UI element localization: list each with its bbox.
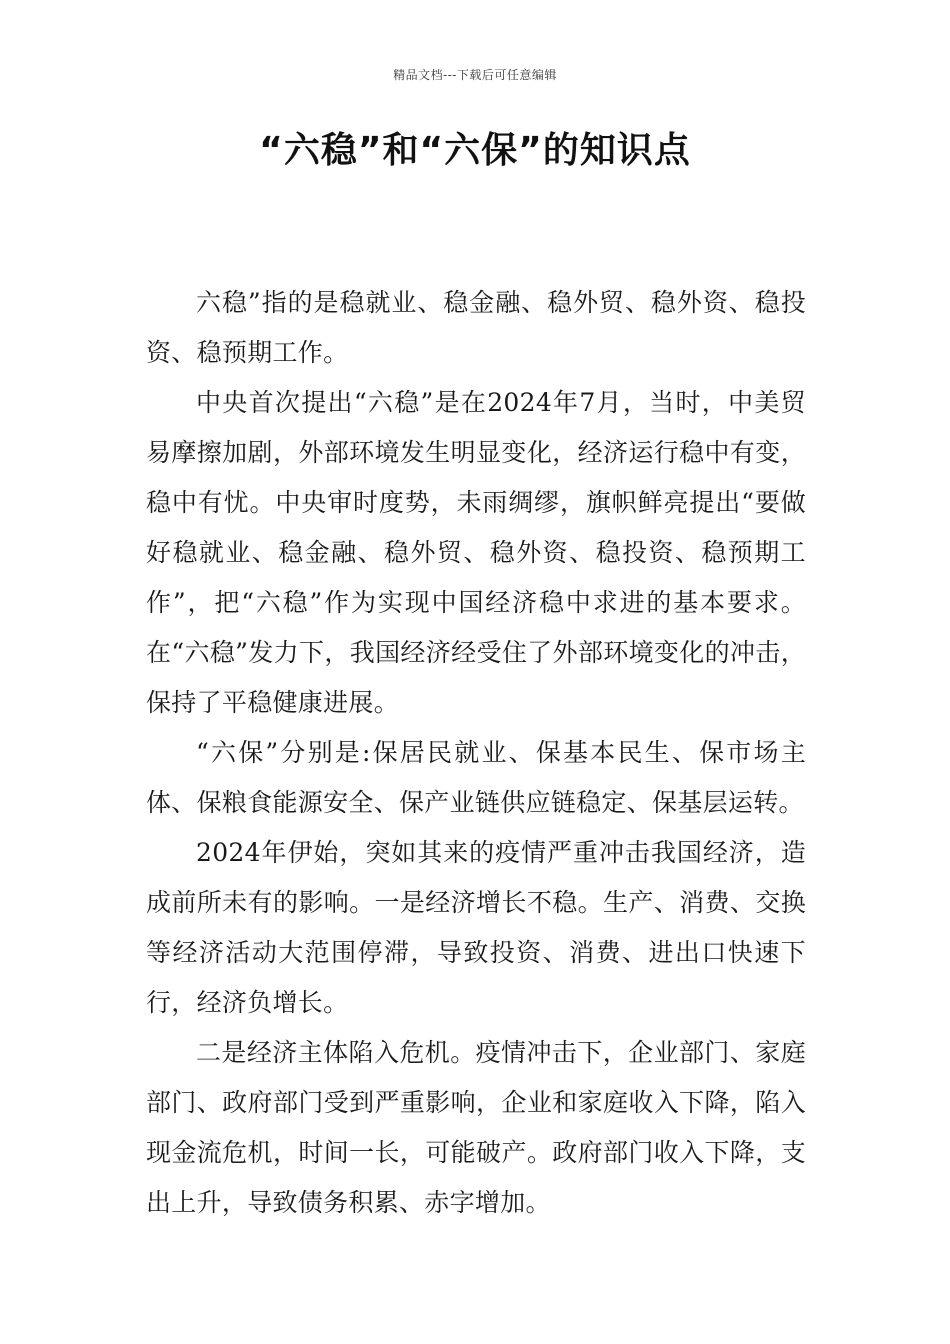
paragraph-liubao-definition: “六保”分别是:保居民就业、保基本民生、保市场主体、保粮食能源安全、保产业链供应链稳定、保基层运转。	[146, 738, 806, 817]
page-title: “六稳”和“六保”的知识点	[259, 130, 691, 171]
document-body	[146, 278, 806, 1228]
paragraph-epidemic-impact: 2024年伊始，突如其来的疫情严重冲击我国经济，造成前所未有的影响。一是经济增长不稳。生产、消费、交换等经济活动大范围停滞，导致投资、消费、进出口快速下行，经济负增长。	[146, 838, 806, 1017]
paragraph-liuwen-history: 中央首次提出“六稳”是在2024年7月，当时，中美贸易摩擦加剧，外部环境发生明显变化，经济运行稳中有变，稳中有忧。中央审时度势，未雨绸缪，旗帜鲜亮提出“要做好稳就业、稳金融、稳外贸、稳外资、稳投资、稳预期工作”，把“六稳”作为实现中国经济稳中求进的基本要求。在“六稳”发力下，我国经济经受住了外部环境变化的冲击，保持了平稳健康进展。	[146, 388, 806, 717]
paragraph-economic-entities: 二是经济主体陷入危机。疫情冲击下，企业部门、家庭部门、政府部门受到严重影响，企业和家庭收入下降，陷入现金流危机，时间一长，可能破产。政府部门收入下降，支出上升，导致债务积累、赤字增加。	[146, 1038, 806, 1217]
header-note: 精品文档---下载后可任意编辑	[393, 68, 557, 82]
paragraph-liuwen-definition: 六稳”指的是稳就业、稳金融、稳外贸、稳外资、稳投资、稳预期工作。	[146, 288, 806, 367]
